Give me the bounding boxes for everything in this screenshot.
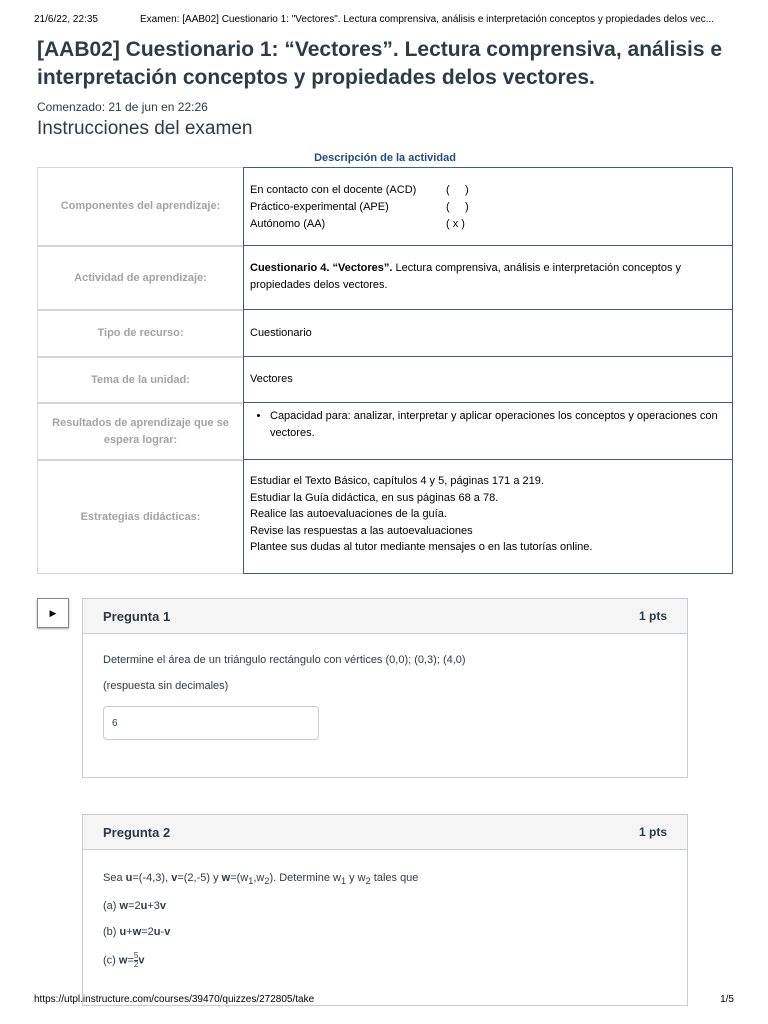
question-header: [83, 815, 687, 850]
question-part-a: (a) w=2u+3v: [103, 900, 167, 913]
question-part-b: (b) u+w=2u-v: [103, 926, 171, 939]
strategy-line: Realice las autoevaluaciones de la guía.: [250, 508, 447, 520]
row-activity: [37, 246, 733, 310]
print-header: [34, 14, 734, 28]
print-doc-title: Examen: [AAB02] Cuestionario 1: "Vectores". Lectura comprensiva, análisis e interpretación conceptos y propiedades delos vec...: [140, 14, 715, 25]
started-timestamp: Comenzado: 21 de jun en 22:26: [37, 100, 208, 114]
topic-label: Tema de la unidad:: [37, 357, 243, 403]
quiz-title: [AAB02] Cuestionario 1: “Vectores”. Lectura comprensiva, análisis e interpretación conceptos y propiedades delos vectores.: [37, 38, 723, 89]
strategy-line: Plantee sus dudas al tutor mediante mensajes o en las tutorías online.: [250, 541, 593, 553]
row-strategies: [37, 460, 733, 574]
activity-description-caption: Descripción de la actividad: [314, 152, 456, 164]
print-page-number: 1/5: [720, 994, 734, 1005]
component-line: Autónomo (AA) ( x ): [250, 218, 465, 230]
question-title: Pregunta 2: [103, 824, 171, 840]
play-triangle-icon: ▶: [49, 607, 57, 618]
activity-table: [37, 167, 733, 574]
answer-input[interactable]: 6: [103, 706, 319, 740]
print-url: https://utpl.instructure.com/courses/39470/quizzes/272805/take: [34, 994, 315, 1005]
question-nav-toggle-button[interactable]: [37, 598, 69, 628]
row-resource: [37, 310, 733, 357]
components-value: [243, 167, 733, 246]
row-components: [37, 167, 733, 246]
question-note: (respuesta sin decimales): [103, 680, 229, 692]
fraction: $\frac{5}{2}$: [133, 951, 139, 970]
question-1: [82, 598, 688, 778]
question-text: Determine el área de un triángulo rectángulo con vértices (0,0); (0,3); (4,0): [103, 654, 466, 666]
results-bullet: • Capacidad para: analizar, interpretar y aplicar operaciones los conceptos y operaciones con vectores.: [270, 408, 726, 442]
strategy-line: Estudiar el Texto Básico, capítulos 4 y 5, páginas 171 a 219.: [250, 475, 544, 487]
question-points: 1 pts: [638, 609, 667, 623]
question-2: [82, 814, 688, 1006]
results-value: [243, 403, 733, 460]
row-topic: [37, 357, 733, 403]
question-header: [83, 599, 687, 634]
question-title: Pregunta 1: [103, 608, 171, 624]
strategies-value: [243, 460, 733, 574]
question-part-c: (c) w= $\frac{5}{2}$ v: [103, 951, 145, 970]
activity-value: Cuestionario 4. “Vectores”. Lectura comprensiva, análisis e interpretación conceptos y propiedades delos vectores.: [243, 246, 733, 310]
activity-label: Actividad de aprendizaje:: [37, 246, 243, 310]
strategies-label: Estrategias didácticas:: [37, 460, 243, 574]
row-results: [37, 403, 733, 460]
components-label: Componentes del aprendizaje:: [37, 167, 243, 246]
resource-label: Tipo de recurso:: [37, 310, 243, 357]
instructions-heading: Instrucciones del examen: [37, 118, 253, 139]
question-intro: Sea u=(-4,3), v=(2,-5) y $w=(w_1,w_2)$. Determine $w_1$ y $w_2$ tales que: [103, 872, 419, 887]
print-date: 21/6/22, 22:35: [34, 14, 98, 25]
print-footer: [34, 994, 734, 1008]
strategy-line: Estudiar la Guía didáctica, en sus páginas 68 a 78.: [250, 491, 499, 504]
topic-value: Vectores: [243, 357, 733, 403]
resource-value: Cuestionario: [243, 310, 733, 357]
question-points: 1 pts: [638, 825, 667, 839]
question-body: [83, 634, 687, 740]
component-line: Práctico-experimental (APE) ( ): [250, 201, 469, 213]
results-label: Resultados de aprendizaje que se espera lograr:: [37, 403, 243, 460]
component-line: En contacto con el docente (ACD) ( ): [250, 184, 469, 196]
question-body: [83, 850, 687, 969]
strategy-line: Revise las respuestas a las autoevaluaciones: [250, 524, 473, 537]
